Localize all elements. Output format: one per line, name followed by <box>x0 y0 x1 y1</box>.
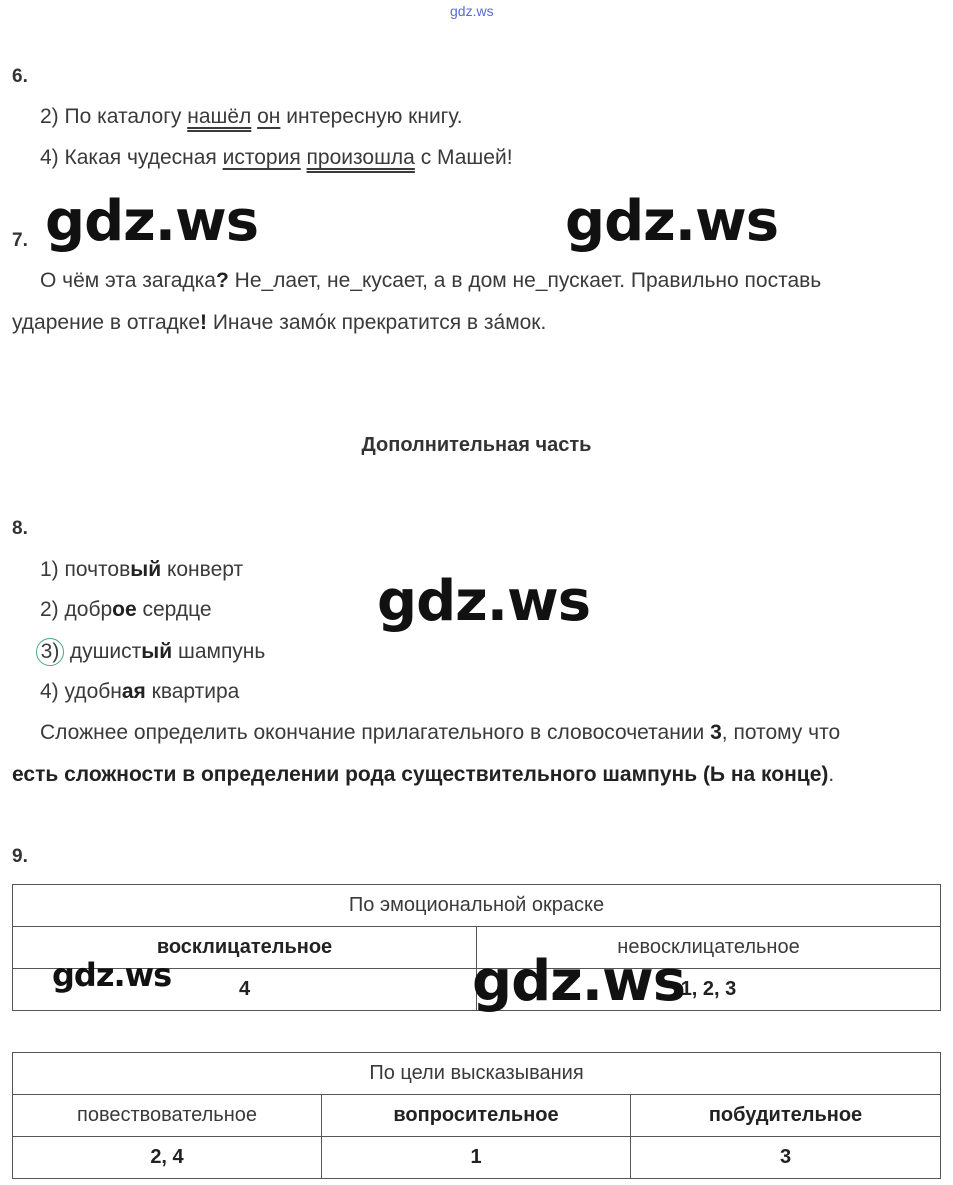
section-heading: Дополнительная часть <box>361 434 592 456</box>
predicate: нашёл <box>187 105 252 128</box>
watermark: gdz.ws <box>377 569 591 634</box>
table-header: восклицательное <box>13 927 477 969</box>
table-cell: 3 <box>631 1137 941 1179</box>
number: 3 <box>710 721 722 744</box>
table-header: невосклицательное <box>477 927 941 969</box>
exclamation-mark: ! <box>200 311 207 334</box>
text: ударение в отгадке <box>12 311 200 334</box>
text: 2) По каталогу <box>40 105 188 128</box>
stem: 2) добр <box>40 598 113 621</box>
text: Сложнее определить окончание прилагательного в словосочетании <box>40 721 711 744</box>
ending: ый <box>130 558 162 581</box>
stem: душист <box>64 640 142 663</box>
task-8-explanation-2 <box>12 763 834 787</box>
text: . <box>828 763 835 786</box>
text: , потому что <box>721 721 841 744</box>
purpose-table <box>12 1052 941 1179</box>
stem: 4) удобн <box>40 680 122 703</box>
task-8-item <box>40 598 212 622</box>
text: интересную книгу. <box>280 105 463 128</box>
table-header: повествовательное <box>13 1095 322 1137</box>
task-8-number: 8. <box>12 518 28 539</box>
noun: квартира <box>145 680 240 703</box>
ending: ый <box>141 640 173 663</box>
watermark: gdz.ws <box>565 189 779 254</box>
task-6-line-2 <box>40 146 513 170</box>
task-7-line-1 <box>40 269 821 293</box>
table-cell: 2, 4 <box>13 1137 322 1179</box>
task-9-number: 9. <box>12 846 28 867</box>
task-8-item <box>40 680 239 704</box>
subject: он <box>257 105 281 128</box>
reason: есть сложности в определении рода существительного шампунь (Ь на конце) <box>12 763 829 786</box>
predicate: произошла <box>306 146 415 169</box>
table-title: По эмоциональной окраске <box>13 885 941 927</box>
stem: 1) почтов <box>40 558 131 581</box>
table-header: вопросительное <box>322 1095 631 1137</box>
task-6-line-1 <box>40 105 463 129</box>
watermark: gdz.ws <box>472 949 686 1014</box>
table-title: По цели высказывания <box>13 1053 941 1095</box>
noun: шампунь <box>172 640 266 663</box>
ending: ая <box>121 680 146 703</box>
subject: история <box>222 146 301 169</box>
table-cell: 1 <box>322 1137 631 1179</box>
circled-number: 3) <box>36 638 64 666</box>
watermark: gdz.ws <box>45 189 259 254</box>
top-watermark: gdz.ws <box>450 3 494 19</box>
table-cell: 4 <box>13 969 477 1011</box>
watermark: gdz.ws <box>52 956 172 994</box>
task-7-number: 7. <box>12 230 28 251</box>
ending: ое <box>112 598 137 621</box>
task-8-item <box>40 638 265 666</box>
task-8-item <box>40 558 243 582</box>
noun: сердце <box>136 598 212 621</box>
text: с Машей! <box>414 146 513 169</box>
table-cell: 1, 2, 3 <box>477 969 941 1011</box>
noun: конверт <box>161 558 244 581</box>
text: О чём эта загадка <box>40 269 216 292</box>
question-mark: ? <box>215 269 229 292</box>
table-header: побудительное <box>631 1095 941 1137</box>
task-7-line-2 <box>12 311 546 335</box>
text: 4) Какая чудесная <box>40 146 223 169</box>
task-6-number: 6. <box>12 66 28 87</box>
text: Не_лает, не_кусает, а в дом не_пускает. Правильно поставь <box>228 269 822 292</box>
task-8-explanation-1 <box>40 721 840 745</box>
text: Иначе замо́к прекратится в за́мок. <box>207 311 547 334</box>
